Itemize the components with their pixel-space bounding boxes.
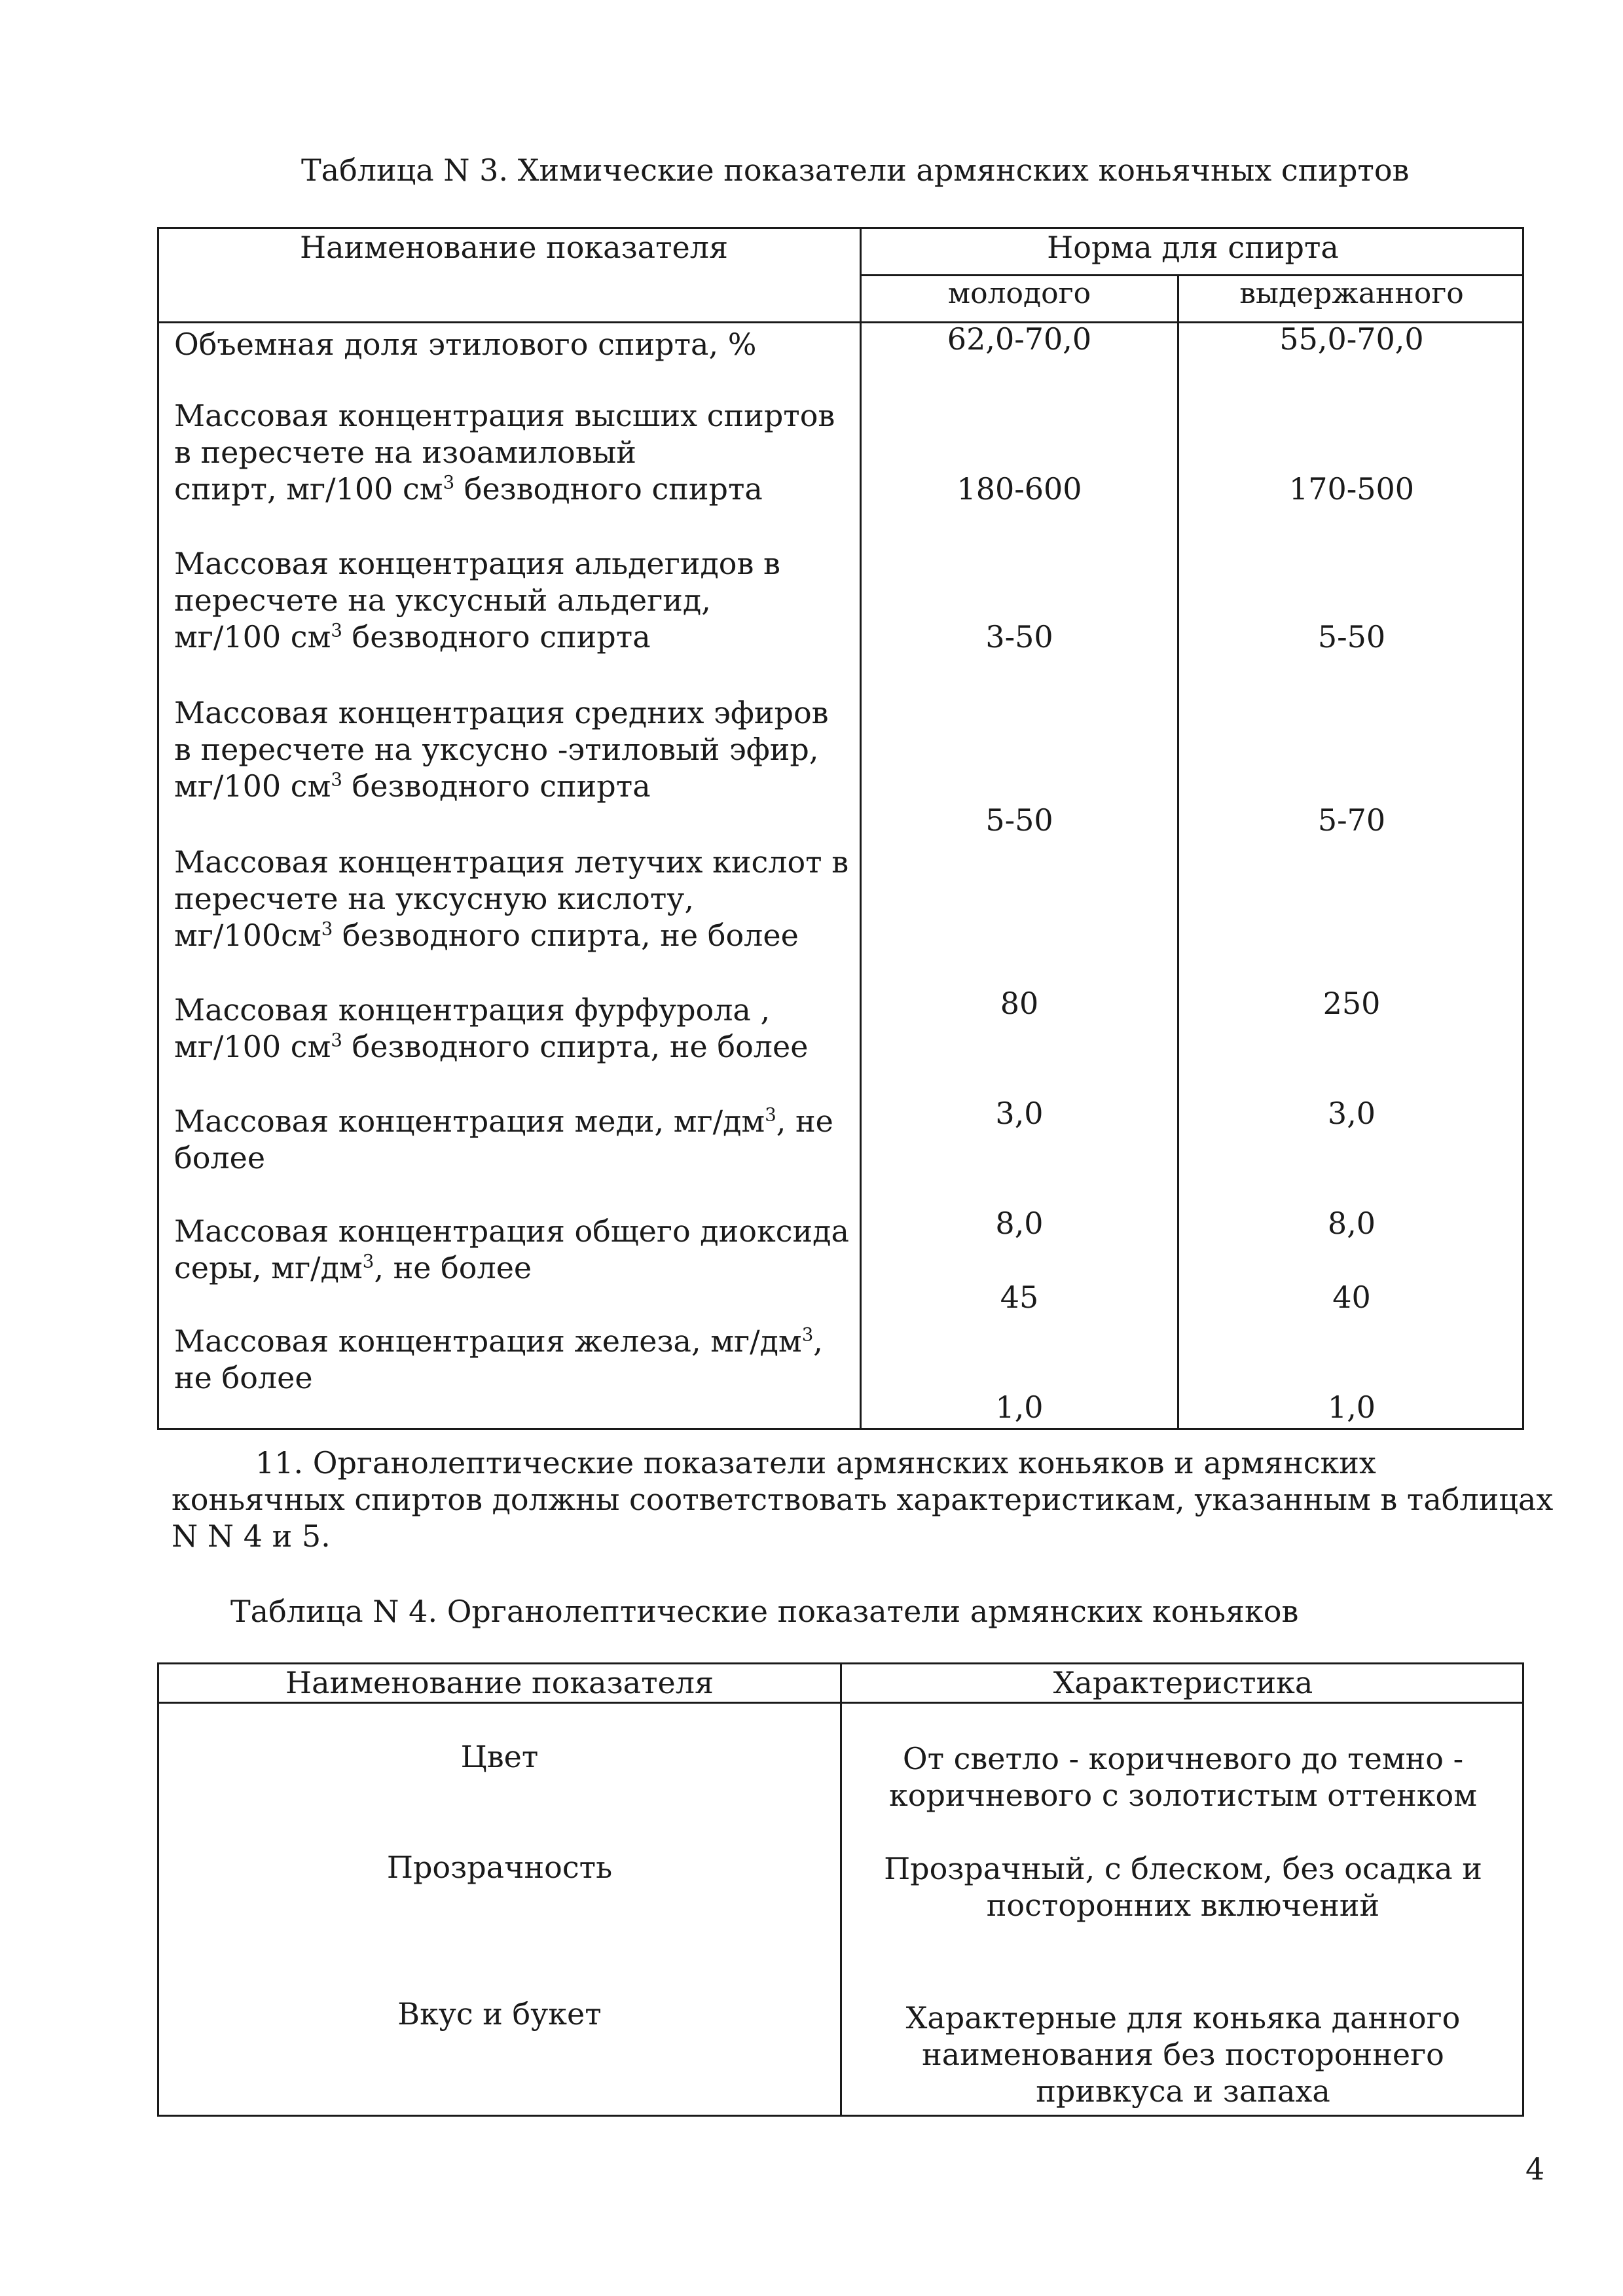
table3-row2-line2: в пересчете на изоамиловый xyxy=(174,435,636,470)
table3-row3-line1: Массовая концентрация альдегидов в xyxy=(174,546,780,581)
table3-row4-line3: мг/100 $см^3$ безводного спирта xyxy=(174,768,651,804)
table3-row5-aged: 250 xyxy=(1322,986,1381,1021)
table3-row7-line2: более xyxy=(174,1140,266,1175)
table3-row9-aged: 1,0 xyxy=(1327,1390,1376,1425)
table3-row5-line3: $мг/100см^3$ безводного спирта, не более xyxy=(174,918,799,953)
table3-row8-line2: серы, $мг/дм^3$, не более xyxy=(174,1250,532,1285)
table3-row2-young: 180-600 xyxy=(957,471,1082,507)
table4-row3-char-line3: привкуса и запаха xyxy=(1036,2073,1330,2109)
paragraph-line1: 11. Органолептические показатели армянских коньяков и армянских xyxy=(255,1445,1376,1480)
table3-header-name: Наименование показателя xyxy=(300,230,728,265)
paragraph-line2: коньячных спиртов должны соответствовать характеристикам, указанным в таблицах xyxy=(172,1482,1554,1517)
table4-row2-name: Прозрачность xyxy=(386,1850,613,1885)
table3-row7-aged: 8,0 xyxy=(1327,1206,1376,1241)
table4-row3-char-line1: Характерные для коньяка данного xyxy=(905,2000,1461,2036)
table3-row2-line1: Массовая концентрация высших спиртов xyxy=(174,398,835,433)
table3-row1-young: 62,0-70,0 xyxy=(947,321,1092,357)
table3-row8-aged: 40 xyxy=(1332,1280,1371,1315)
table4-header-char: Характеристика xyxy=(1053,1665,1313,1700)
table3-row7-line1: Массовая концентрация меди, $мг/дм^3$, не xyxy=(174,1103,833,1139)
table3-divider-young-aged xyxy=(1177,274,1179,1430)
table3-row4-line2: в пересчете на уксусно -этиловый эфир, xyxy=(174,732,819,767)
table3-row3-young: 3-50 xyxy=(985,619,1053,655)
table3-row1-name: Объемная доля этилового спирта, % xyxy=(174,327,757,362)
page-number: 4 xyxy=(1525,2151,1545,2187)
table3-row5-line2: пересчете на уксусную кислоту, xyxy=(174,881,694,916)
table3-row2-aged: 170-500 xyxy=(1288,471,1415,507)
table3-row9-line1: Массовая концентрация железа, $мг/дм^3$, xyxy=(174,1323,823,1359)
table4-row3-char-line2: наименования без постороннего xyxy=(922,2037,1444,2072)
table3-row5-line1: Массовая концентрация летучих кислот в xyxy=(174,844,849,880)
table3-row4-aged: 5-70 xyxy=(1317,802,1386,838)
table3-row6-aged: 3,0 xyxy=(1327,1096,1376,1131)
table3-row3-aged: 5-50 xyxy=(1317,619,1386,655)
table3-row2-line3: спирт, мг/100 $см^3$ безводного спирта xyxy=(174,471,763,507)
table3-row6-line1: Массовая концентрация фурфурола , xyxy=(174,992,771,1028)
table4-header-name: Наименование показателя xyxy=(285,1665,714,1700)
table3-row8-young: 45 xyxy=(1000,1280,1039,1315)
table4-caption: Таблица N 4. Органолептические показатели армянских коньяков xyxy=(230,1594,1299,1629)
table4-row1-char-line1: От светло - коричневого до темно - xyxy=(902,1741,1464,1776)
table3-row3-line2: пересчете на уксусный альдегид, xyxy=(174,583,711,618)
table3-row6-young: 3,0 xyxy=(995,1096,1044,1131)
table4-row1-name: Цвет xyxy=(460,1739,539,1774)
table3-header-norm: Норма для спирта xyxy=(1047,230,1339,265)
table3-row3-line3: мг/100 $см^3$ безводного спирта xyxy=(174,619,651,655)
table3-row8-line1: Массовая концентрация общего диоксида xyxy=(174,1213,849,1249)
table3-row1-aged: 55,0-70,0 xyxy=(1279,321,1424,357)
table4-hline-header xyxy=(159,1702,1524,1704)
table3-row4-line1: Массовая концентрация средних эфиров xyxy=(174,695,829,730)
table3 xyxy=(157,227,1524,1430)
table3-row6-line2: мг/100 $см^3$ безводного спирта, не более xyxy=(174,1029,809,1064)
table3-row4-young: 5-50 xyxy=(985,802,1053,838)
table4-row2-char-line1: Прозрачный, с блеском, без осадка и xyxy=(884,1851,1482,1886)
table3-row5-young: 80 xyxy=(1000,986,1039,1021)
table3-row7-young: 8,0 xyxy=(995,1206,1044,1241)
table4 xyxy=(157,1662,1524,2117)
table4-row2-char-line2: посторонних включений xyxy=(986,1888,1380,1923)
paragraph-line3: N N 4 и 5. xyxy=(172,1518,331,1554)
table3-subheader-aged: выдержанного xyxy=(1239,277,1464,310)
table4-row1-char-line2: коричневого с золотистым оттенком xyxy=(889,1778,1477,1813)
table3-row9-line2: не более xyxy=(174,1360,313,1395)
table3-subheader-young: молодого xyxy=(947,277,1091,310)
table4-row3-name: Вкус и букет xyxy=(397,1996,602,2032)
table3-row9-young: 1,0 xyxy=(995,1390,1044,1425)
table3-caption: Таблица N 3. Химические показатели армянских коньячных спиртов xyxy=(301,152,1410,188)
